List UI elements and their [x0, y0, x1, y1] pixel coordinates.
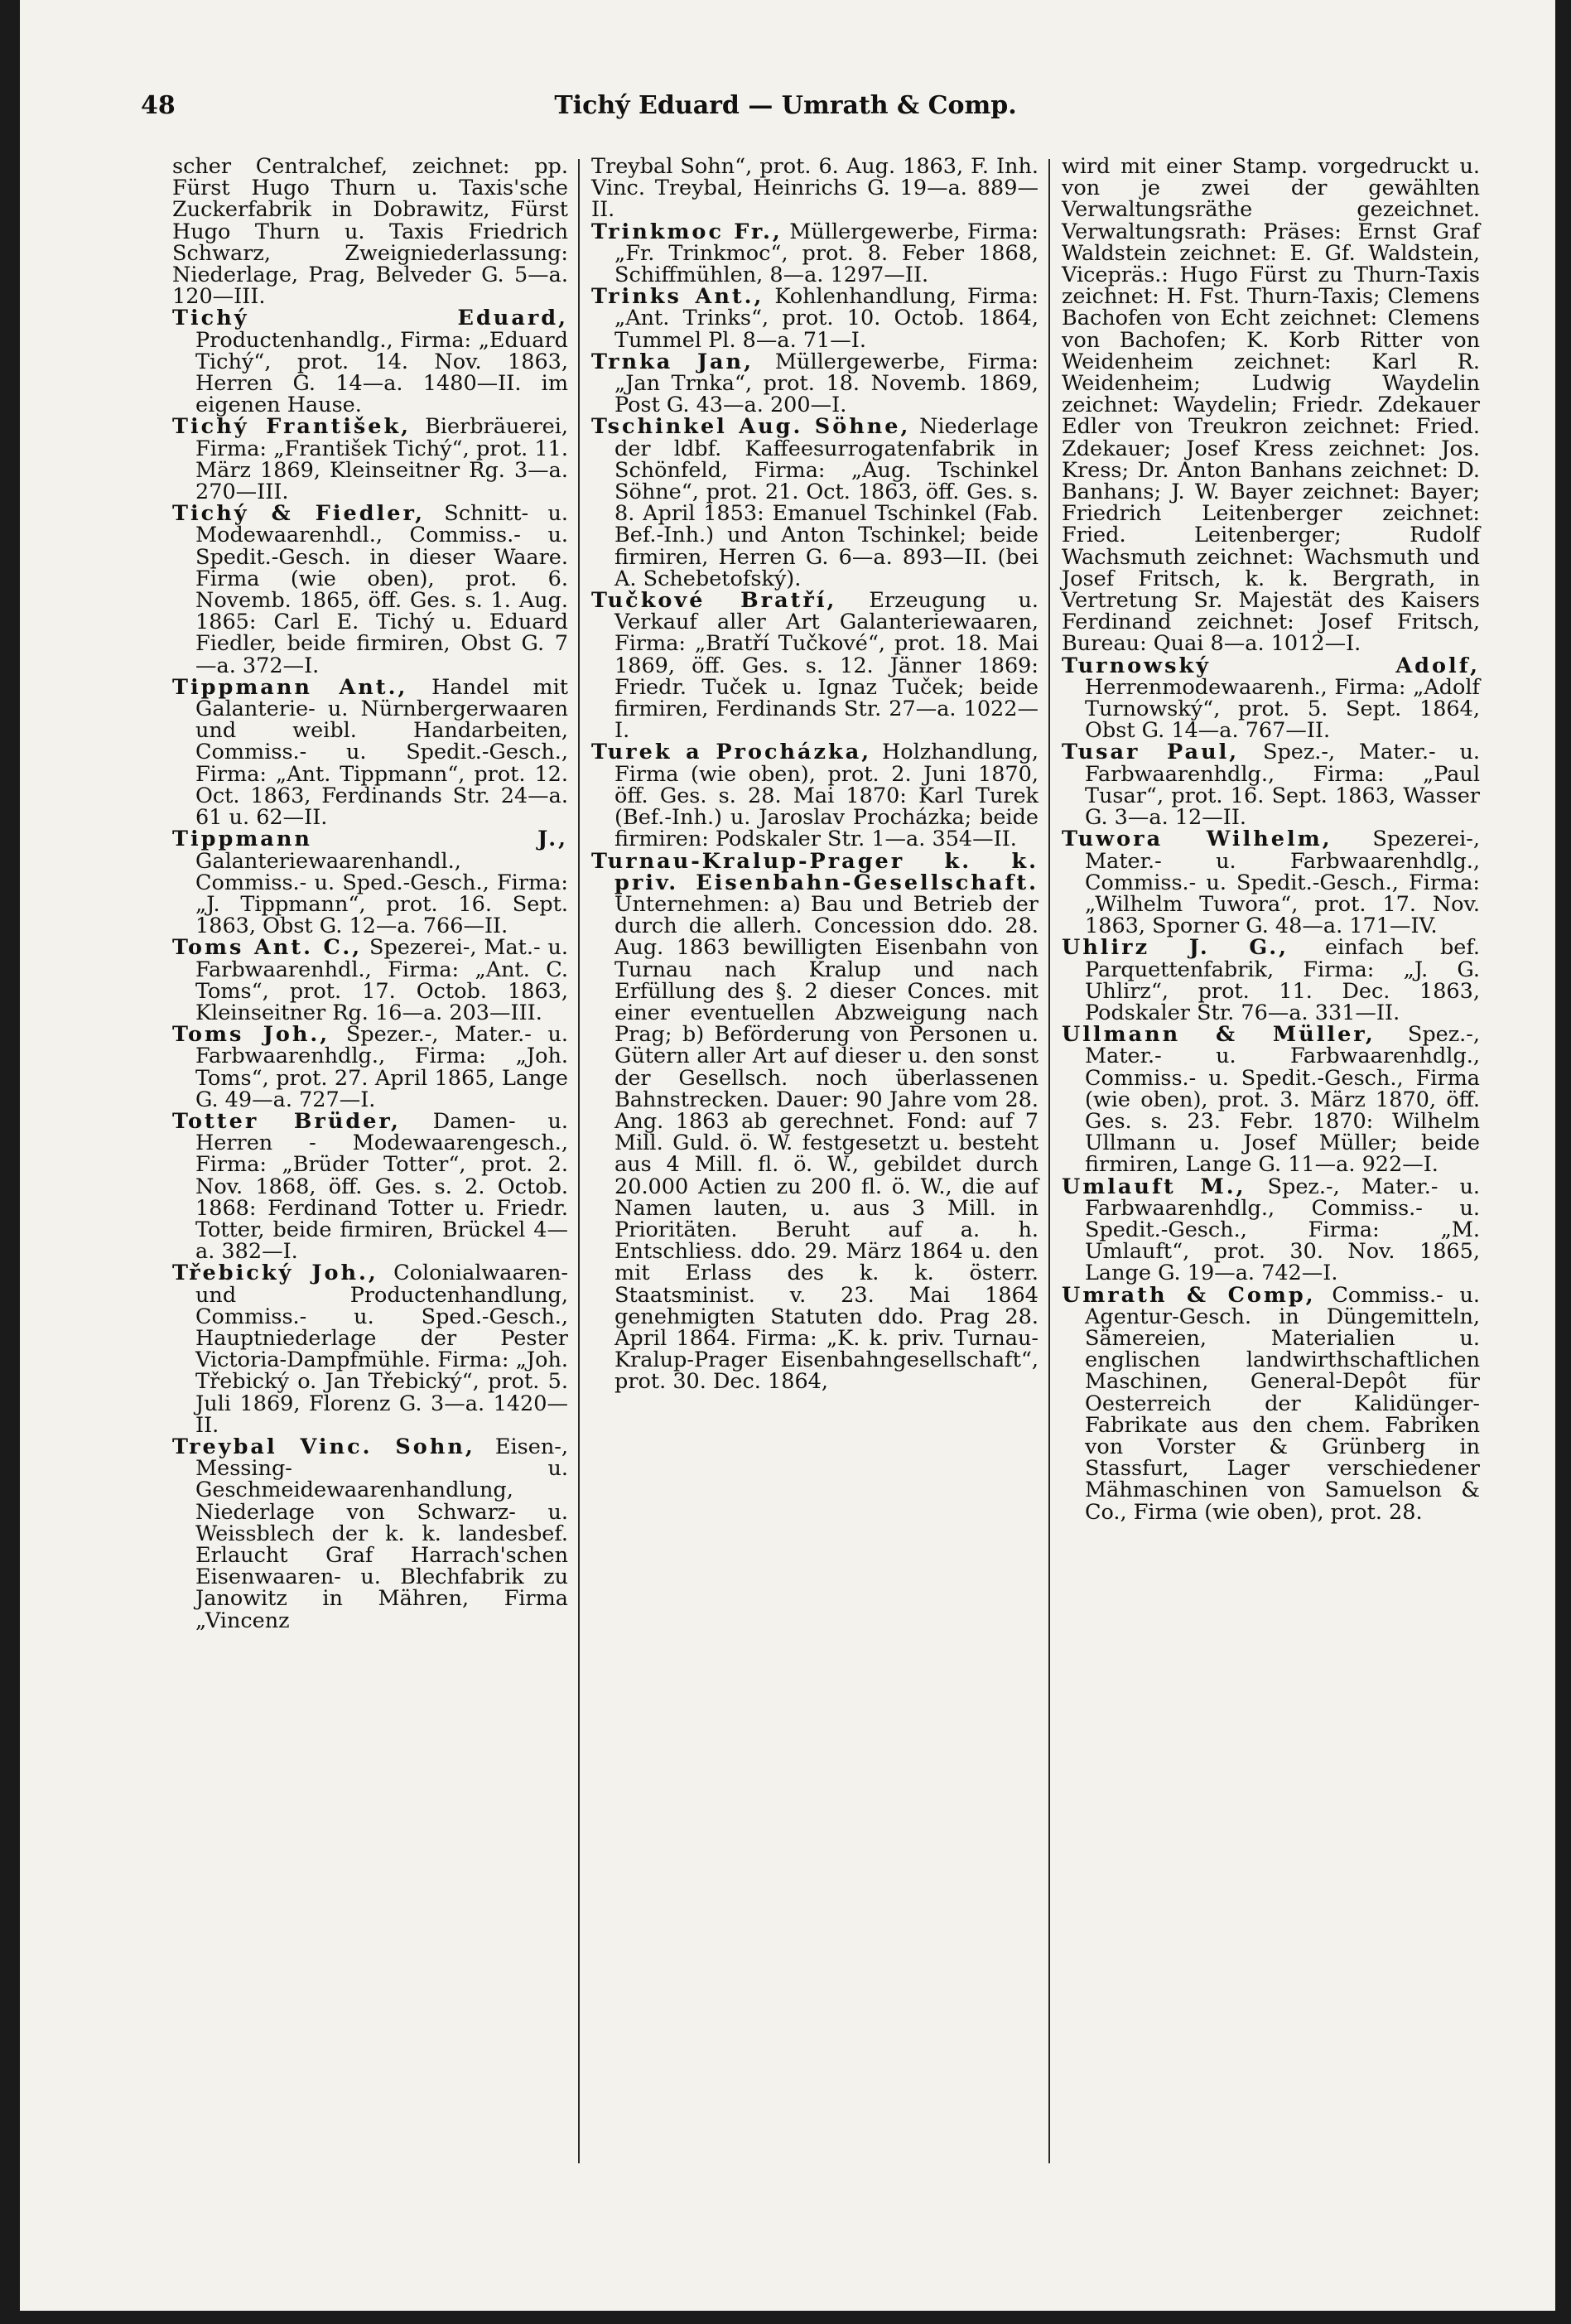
entry-firm-name: Tichý Eduard,: [172, 306, 568, 331]
directory-entry: [1062, 1282, 1480, 1525]
entry-text: Spezerei-, Mater.- u. Farbwaarenhdlg., Commiss.- u. Spedit.-Gesch., Firma: „Wilhelm Tuwora“, prot. 17. Nov. 1863, Sporner G. 48—a. 171—IV.: [1085, 827, 1480, 939]
entry-firm-name: Tuwora Wilhelm,: [1062, 827, 1332, 852]
entry-firm-name: Tippmann Ant.,: [172, 674, 408, 700]
directory-entry: [591, 416, 1038, 590]
directory-entry: [1062, 740, 1480, 831]
entry-text: Müllergewerbe, Firma: „Jan Trnka“, prot. 18. Novemb. 1869, Post G. 43—a. 200—I.: [614, 349, 1038, 418]
entry-text: Kohlenhandlung, Firma: „Ant. Trinks“, prot. 10. Octob. 1864, Tummel Pl. 8—a. 71—I.: [614, 284, 1039, 353]
entry-firm-name: Turnau-Kralup-Prager k. k. priv. Eisenbahn-Gesellschaft.: [591, 848, 1038, 895]
entry-text: Spezer.-, Mater.- u. Farbwaarenhdlg., Firma: „Joh. Toms“, prot. 27. April 1865, Lange G. 49—a. 727—I.: [195, 1022, 568, 1112]
entry-text: Colonialwaaren- und Productenhandlung, Commiss.- u. Sped.-Gesch., Hauptniederlage der Pester Victoria-Dampfmühle. Firma: „Joh. Třebický o. Jan Třebický“, prot. 5. Juli 1869, Florenz G. 3—a. 1420—II.: [195, 1261, 568, 1438]
directory-entry: [172, 1108, 568, 1265]
directory-entry: [591, 156, 1038, 221]
entry-text: Spez.-, Mater.- u. Farbwaarenhdlg., Firma: „Paul Tusar“, prot. 16. Sept. 1863, Wasser G. 3—a. 12—II.: [1085, 740, 1480, 831]
directory-entry: [1062, 1022, 1481, 1178]
entry-firm-name: Totter Brüder,: [172, 1108, 401, 1134]
directory-entry: [172, 674, 568, 831]
directory-entry: [591, 351, 1038, 417]
entry-text: Unternehmen: a) Bau und Betrieb der durch die allerh. Concession ddo. 28. Aug. 1863 bewilligten Eisenbahn von Turnau nach Kralup und nach Erfüllung des §. 2 dieser Conces. mit einer eventuellen Abzweigung nach Prag; b) Beförderung von Personen u. Gütern aller Art auf dieser u. den sonst der Gesellsch. noch überlassenen Bahnstrecken. Dauer: 90 Jahre vom 28. Ang. 1863 ab gerechnet. Fond: auf 7 Mill. Guld. ö. W. festgesetzt u. besteht aus 4 Mill. fl. ö. W., gebildet durch 20.000 Actien zu 200 fl. ö. W., die auf Namen lauten, u. aus 3 Mill. in Prioritäten. Beruht auf a. h. Entschliess. ddo. 29. März 1864 u. den mit Erlass des k. k. österr. Staatsminist. v. 23. Mai 1864 genehmigten Statuten ddo. Prag 28. April 1864. Firma: „K. k. priv. Turnau-Kralup-Prager Eisenbahngesellschaft“, prot. 30. Dec. 1864,: [614, 891, 1038, 1395]
entry-text: Damen- u. Herren - Modewaarengesch., Firma: „Brüder Totter“, prot. 2. Nov. 1868, öff. Ges. s. 2. Octob. 1868: Ferdinand Totter u. Friedr. Totter, beide firmiren, Brückel 4—a. 382—I.: [195, 1108, 568, 1265]
entry-firm-name: Tippmann J.,: [172, 827, 568, 852]
directory-entry: [1062, 1176, 1480, 1285]
entry-firm-name: Trinkmoc Fr.,: [591, 219, 783, 244]
entry-firm-name: Tučkové Bratří,: [591, 588, 837, 614]
entry-text: Spez.-, Mater.- u. Farbwaarenhdlg., Commiss.- u. Spedit.-Gesch., Firma (wie oben), prot. 3. März 1870, öff. Ges. s. 23. Febr. 1870: Wilhelm Ullmann u. Josef Müller; beide firmiren, Lange G. 11—a. 922—I.: [1085, 1022, 1481, 1178]
entry-text: Niederlage der ldbf. Kaffeesurrogatenfabrik in Schönfeld, Firma: „Aug. Tschinkel Söhne“, prot. 21. Oct. 1863, öff. Ges. s. 8. April 1853: Emanuel Tschinkel (Fab. Bef.-Inh.) und Anton Tschinkel; beide firmiren, Herren G. 6—a. 893—II. (bei A. Schebetofský).: [614, 414, 1038, 591]
column-divider: [578, 159, 580, 2163]
entry-text: scher Centralchef, zeichnet: pp. Fürst Hugo Thurn u. Taxis'sche Zuckerfabrik in Dobrawitz, Fürst Hugo Thurn u. Taxis Friedrich Schwarz, Zweigniederlassung: Niederlage, Prag, Belveder G. 5—a. 120—III.: [172, 154, 568, 310]
entry-firm-name: Toms Ant. C.,: [172, 935, 363, 961]
entry-text: Productenhandlg., Firma: „Eduard Tichý“, prot. 14. Nov. 1863, Herren G. 14—a. 1480—II. im eigenen Hause.: [195, 327, 568, 418]
entry-firm-name: Turnowský Adolf,: [1062, 653, 1480, 678]
directory-entry: [591, 741, 1038, 850]
entry-text: Treybal Sohn“, prot. 6. Aug. 1863, F. Inh. Vinc. Treybal, Heinrichs G. 19—a. 889—II.: [591, 154, 1038, 223]
directory-entry: [172, 154, 568, 310]
entry-text: Galanteriewaarenhandl., Commiss.- u. Sped.-Gesch., Firma: „J. Tippmann“, prot. 16. Sept. 1863, Obst G. 12—a. 766—II.: [195, 848, 568, 939]
directory-entry: [172, 307, 568, 416]
column-3: [1062, 156, 1480, 1523]
directory-entry: [1062, 655, 1480, 742]
running-head: Tichý Eduard — Umrath & Comp.: [554, 91, 1017, 120]
directory-entry: [172, 416, 568, 503]
column-2: [591, 156, 1038, 1393]
entry-firm-name: Trnka Jan,: [591, 349, 754, 374]
directory-entry: [172, 1024, 568, 1111]
entry-text: Herrenmodewaarenh., Firma: „Adolf Turnowský“, prot. 5. Sept. 1864, Obst G. 14—a. 767—II.: [1085, 674, 1480, 744]
entry-firm-name: Třebický Joh.,: [172, 1261, 378, 1286]
entry-firm-name: Trinks Ant.,: [591, 284, 764, 310]
entry-text: wird mit einer Stamp. vorgedruckt u. von je zwei der gewählten Verwaltungsräthe gezeichnet. Verwaltungsrath: Präses: Ernst Graf Waldstein zeichnet: E. Gf. Waldstein, Vicepräs.: Hugo Fürst zu Thurn-Taxis zeichnet: H. Fst. Thurn-Taxis; Clemens Bachofen von Echt zeichnet: Clemens von Bachofen; K. Korb Ritter von Weidenheim zeichnet: Karl R. Weidenheim; Ludwig Waydelin zeichnet: Waydelin; Friedr. Zdekauer Edler von Treukron zeichnet: Fried. Zdekauer; Josef Kress zeichnet: Jos. Kress; Dr. Anton Banhans zeichnet: D. Banhans; J. W. Bayer zeichnet: Bayer; Friedrich Leitenberger zeichnet: Fried. Leitenberger; Rudolf Wachsmuth zeichnet: Wachsmuth und Josef Fritsch, k. k. Bergrath, in Vertretung Sr. Majestät des Kaisers Ferdinand zeichnet: Josef Fritsch, Bureau: Quai 8—a. 1012—I.: [1062, 154, 1480, 657]
entry-text: Holzhandlung, Firma (wie oben), prot. 2. Juni 1870, öff. Ges. s. 28. Mai 1870: Karl Turek (Bef.-Inh.) u. Jaroslav Procházka; beide firmiren: Podskaler Str. 1—a. 354—II.: [614, 740, 1038, 852]
entry-text: Erzeugung u. Verkauf aller Art Galanteriewaaren, Firma: „Bratří Tučkové“, prot. 18. Mai 1869, öff. Ges. s. 12. Jänner 1869: Friedr. Tuček u. Ignaz Tuček; beide firmiren, Ferdinands Str. 27—a. 1022—I.: [614, 588, 1038, 744]
entry-firm-name: Umlauft M.,: [1062, 1174, 1246, 1199]
entry-firm-name: Toms Joh.,: [172, 1022, 330, 1048]
entry-text: Bierbräuerei, Firma: „František Tichý“, prot. 11. März 1869, Kleinseitner Rg. 3—a. 270—III.: [195, 414, 569, 505]
directory-entry: [1062, 156, 1480, 655]
entry-firm-name: Umrath & Comp,: [1062, 1282, 1316, 1308]
directory-entry: [591, 588, 1038, 744]
entry-text: Spezerei-, Mat.- u. Farbwaarenhdl., Firma: „Ant. C. Toms“, prot. 17. Octob. 1863, Kleinseitner Rg. 16—a. 203—III.: [195, 935, 568, 1025]
entry-firm-name: Treybal Vinc. Sohn,: [172, 1434, 475, 1459]
directory-entry: [172, 503, 568, 677]
entry-text: Spez.-, Mater.- u. Farbwaarenhdlg., Commiss.- u. Spedit.-Gesch., Firma: „M. Umlauft“, prot. 30. Nov. 1865, Lange G. 19—a. 742—I.: [1085, 1174, 1481, 1286]
entry-text: Müllergewerbe, Firma: „Fr. Trinkmoc“, prot. 8. Feber 1868, Schiffmühlen, 8—a. 1297—II.: [614, 219, 1038, 288]
entry-firm-name: Tichý František,: [172, 414, 412, 440]
entry-text: einfach bef. Parquettenfabrik, Firma: „J. G. Uhlirz“, prot. 11. Dec. 1863, Podskaler Str. 76—a. 331—II.: [1085, 935, 1480, 1025]
entry-text: Handel mit Galanterie- u. Nürnbergerwaaren und weibl. Handarbeiten, Commiss.- u. Spedit.-Gesch., Firma: „Ant. Tippmann“, prot. 12. Oct. 1863, Ferdinands Str. 24—a. 61 u. 62—II.: [195, 674, 568, 831]
entry-text: Schnitt- u. Modewaarenhdl., Commiss.- u. Spedit.-Gesch. in dieser Waare. Firma (wie oben), prot. 6. Novemb. 1865, öff. Ges. s. 1. Aug. 1865: Carl E. Tichý u. Eduard Fiedler, beide firmiren, Obst G. 7—a. 372—I.: [195, 501, 569, 678]
entry-firm-name: Ullmann & Müller,: [1062, 1022, 1376, 1048]
directory-entry: [172, 828, 568, 937]
entry-text: Commiss.- u. Agentur-Gesch. in Düngemitteln, Sämereien, Materialien u. englischen landwirthschaftlichen Maschinen, General-Depôt für Oesterreich der Kalidünger-Fabrikate aus den chem. Fabriken von Vorster & Grünberg in Stassfurt, Lager verschiedener Mähmaschinen von Samuelson & Co., Firma (wie oben), prot. 28.: [1085, 1282, 1480, 1525]
directory-entry: [1062, 828, 1480, 937]
entry-text: Eisen-, Messing- u. Geschmeidewaarenhandlung, Niederlage von Schwarz- u. Weissblech der k. k. landesbef. Erlaucht Graf Harrach'schen Eisenwaaren- u. Blechfabrik zu Janowitz in Mähren, Firma „Vincenz: [195, 1434, 568, 1633]
directory-entry: [172, 1436, 568, 1632]
directory-entry: [591, 848, 1038, 1395]
directory-entry: [591, 221, 1038, 287]
directory-entry: [591, 286, 1038, 351]
page-number: 48: [141, 91, 176, 120]
entry-firm-name: Uhlirz J. G.,: [1062, 935, 1289, 961]
entry-firm-name: Tschinkel Aug. Söhne,: [591, 414, 911, 440]
column-1: [172, 156, 568, 1632]
directory-entry: [172, 1262, 568, 1436]
directory-entry: [1062, 937, 1480, 1024]
directory-entry: [172, 937, 568, 1024]
entry-firm-name: Turek a Procházka,: [591, 740, 872, 765]
entry-firm-name: Tusar Paul,: [1062, 740, 1240, 765]
column-divider: [1048, 159, 1050, 2163]
entry-firm-name: Tichý & Fiedler,: [172, 501, 425, 527]
